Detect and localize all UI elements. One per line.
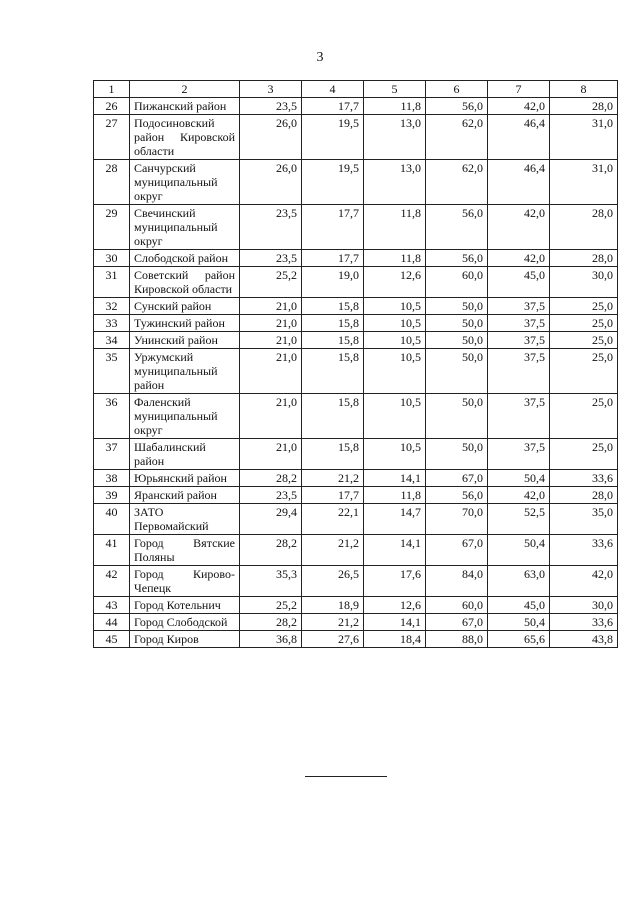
value-cell: 11,8 bbox=[364, 250, 426, 267]
value-cell: 42,0 bbox=[488, 487, 550, 504]
value-cell: 28,0 bbox=[550, 250, 618, 267]
value-cell: 42,0 bbox=[550, 566, 618, 597]
table-row bbox=[94, 98, 618, 115]
value-cell: 37,5 bbox=[488, 394, 550, 439]
value-cell: 15,8 bbox=[302, 298, 364, 315]
value-cell: 52,5 bbox=[488, 504, 550, 535]
value-cell: 13,0 bbox=[364, 115, 426, 160]
value-cell: 62,0 bbox=[426, 160, 488, 205]
table-row bbox=[94, 597, 618, 614]
row-number-cell: 39 bbox=[94, 487, 130, 504]
district-name-cell: Слободской район bbox=[130, 250, 240, 267]
column-header: 1 bbox=[94, 81, 130, 98]
value-cell: 23,5 bbox=[240, 487, 302, 504]
district-name-cell: Город Котельнич bbox=[130, 597, 240, 614]
value-cell: 50,0 bbox=[426, 349, 488, 394]
table-row bbox=[94, 332, 618, 349]
table-row bbox=[94, 566, 618, 597]
value-cell: 42,0 bbox=[488, 98, 550, 115]
value-cell: 26,5 bbox=[302, 566, 364, 597]
value-cell: 60,0 bbox=[426, 597, 488, 614]
value-cell: 17,7 bbox=[302, 250, 364, 267]
value-cell: 33,6 bbox=[550, 470, 618, 487]
value-cell: 11,8 bbox=[364, 205, 426, 250]
value-cell: 15,8 bbox=[302, 394, 364, 439]
value-cell: 17,6 bbox=[364, 566, 426, 597]
district-name-cell: Город Вятские Поляны bbox=[130, 535, 240, 566]
value-cell: 37,5 bbox=[488, 315, 550, 332]
value-cell: 37,5 bbox=[488, 349, 550, 394]
value-cell: 35,3 bbox=[240, 566, 302, 597]
value-cell: 42,0 bbox=[488, 205, 550, 250]
table-row bbox=[94, 267, 618, 298]
value-cell: 36,8 bbox=[240, 631, 302, 648]
value-cell: 37,5 bbox=[488, 439, 550, 470]
row-number-cell: 40 bbox=[94, 504, 130, 535]
row-number-cell: 31 bbox=[94, 267, 130, 298]
value-cell: 23,5 bbox=[240, 205, 302, 250]
value-cell: 43,8 bbox=[550, 631, 618, 648]
district-name-cell: Шабалинский район bbox=[130, 439, 240, 470]
value-cell: 46,4 bbox=[488, 115, 550, 160]
district-name-cell: Уржумский муниципальный район bbox=[130, 349, 240, 394]
value-cell: 12,6 bbox=[364, 267, 426, 298]
value-cell: 50,0 bbox=[426, 298, 488, 315]
table-row bbox=[94, 504, 618, 535]
value-cell: 56,0 bbox=[426, 205, 488, 250]
value-cell: 14,1 bbox=[364, 470, 426, 487]
table-row bbox=[94, 631, 618, 648]
value-cell: 12,6 bbox=[364, 597, 426, 614]
district-name-cell: Фаленский муниципальный округ bbox=[130, 394, 240, 439]
value-cell: 22,1 bbox=[302, 504, 364, 535]
value-cell: 21,0 bbox=[240, 394, 302, 439]
value-cell: 37,5 bbox=[488, 332, 550, 349]
value-cell: 25,0 bbox=[550, 332, 618, 349]
value-cell: 84,0 bbox=[426, 566, 488, 597]
value-cell: 17,7 bbox=[302, 205, 364, 250]
value-cell: 67,0 bbox=[426, 614, 488, 631]
value-cell: 65,6 bbox=[488, 631, 550, 648]
value-cell: 10,5 bbox=[364, 298, 426, 315]
column-header: 4 bbox=[302, 81, 364, 98]
value-cell: 37,5 bbox=[488, 298, 550, 315]
column-header: 3 bbox=[240, 81, 302, 98]
value-cell: 17,7 bbox=[302, 98, 364, 115]
value-cell: 14,7 bbox=[364, 504, 426, 535]
row-number-cell: 45 bbox=[94, 631, 130, 648]
column-header: 7 bbox=[488, 81, 550, 98]
value-cell: 29,4 bbox=[240, 504, 302, 535]
column-header: 2 bbox=[130, 81, 240, 98]
district-name-cell: Унинский район bbox=[130, 332, 240, 349]
value-cell: 50,0 bbox=[426, 315, 488, 332]
value-cell: 19,5 bbox=[302, 160, 364, 205]
district-name-cell: Советский район Кировской области bbox=[130, 267, 240, 298]
value-cell: 50,4 bbox=[488, 470, 550, 487]
district-name-cell: Подосиновский район Кировской области bbox=[130, 115, 240, 160]
row-number-cell: 36 bbox=[94, 394, 130, 439]
value-cell: 70,0 bbox=[426, 504, 488, 535]
value-cell: 28,2 bbox=[240, 470, 302, 487]
district-name-cell: Свечинский муниципальный округ bbox=[130, 205, 240, 250]
table-row bbox=[94, 470, 618, 487]
column-header: 8 bbox=[550, 81, 618, 98]
table-row bbox=[94, 394, 618, 439]
table-row bbox=[94, 349, 618, 394]
row-number-cell: 33 bbox=[94, 315, 130, 332]
district-name-cell: Юрьянский район bbox=[130, 470, 240, 487]
table-row bbox=[94, 205, 618, 250]
district-name-cell: Пижанский район bbox=[130, 98, 240, 115]
row-number-cell: 30 bbox=[94, 250, 130, 267]
column-header: 6 bbox=[426, 81, 488, 98]
value-cell: 56,0 bbox=[426, 487, 488, 504]
value-cell: 10,5 bbox=[364, 439, 426, 470]
column-header: 5 bbox=[364, 81, 426, 98]
value-cell: 28,2 bbox=[240, 614, 302, 631]
row-number-cell: 32 bbox=[94, 298, 130, 315]
value-cell: 21,0 bbox=[240, 349, 302, 394]
value-cell: 25,0 bbox=[550, 315, 618, 332]
district-name-cell: Город Киров bbox=[130, 631, 240, 648]
value-cell: 14,1 bbox=[364, 614, 426, 631]
value-cell: 21,2 bbox=[302, 614, 364, 631]
value-cell: 23,5 bbox=[240, 98, 302, 115]
value-cell: 21,0 bbox=[240, 332, 302, 349]
value-cell: 25,2 bbox=[240, 267, 302, 298]
value-cell: 25,0 bbox=[550, 298, 618, 315]
value-cell: 56,0 bbox=[426, 98, 488, 115]
value-cell: 25,2 bbox=[240, 597, 302, 614]
value-cell: 31,0 bbox=[550, 115, 618, 160]
value-cell: 11,8 bbox=[364, 487, 426, 504]
value-cell: 30,0 bbox=[550, 267, 618, 298]
district-name-cell: Сунский район bbox=[130, 298, 240, 315]
row-number-cell: 27 bbox=[94, 115, 130, 160]
value-cell: 17,7 bbox=[302, 487, 364, 504]
value-cell: 26,0 bbox=[240, 115, 302, 160]
value-cell: 28,0 bbox=[550, 205, 618, 250]
district-name-cell: Санчурский муниципальный округ bbox=[130, 160, 240, 205]
value-cell: 42,0 bbox=[488, 250, 550, 267]
row-number-cell: 43 bbox=[94, 597, 130, 614]
allocation-table bbox=[93, 80, 618, 648]
value-cell: 21,0 bbox=[240, 439, 302, 470]
table-row bbox=[94, 298, 618, 315]
row-number-cell: 44 bbox=[94, 614, 130, 631]
value-cell: 10,5 bbox=[364, 332, 426, 349]
row-number-cell: 34 bbox=[94, 332, 130, 349]
table-row bbox=[94, 250, 618, 267]
value-cell: 67,0 bbox=[426, 535, 488, 566]
value-cell: 31,0 bbox=[550, 160, 618, 205]
value-cell: 60,0 bbox=[426, 267, 488, 298]
value-cell: 13,0 bbox=[364, 160, 426, 205]
value-cell: 28,0 bbox=[550, 98, 618, 115]
value-cell: 21,2 bbox=[302, 535, 364, 566]
value-cell: 15,8 bbox=[302, 439, 364, 470]
value-cell: 56,0 bbox=[426, 250, 488, 267]
row-number-cell: 35 bbox=[94, 349, 130, 394]
value-cell: 21,0 bbox=[240, 315, 302, 332]
district-name-cell: Город Слободской bbox=[130, 614, 240, 631]
value-cell: 21,2 bbox=[302, 470, 364, 487]
value-cell: 25,0 bbox=[550, 439, 618, 470]
value-cell: 28,2 bbox=[240, 535, 302, 566]
row-number-cell: 38 bbox=[94, 470, 130, 487]
table-row bbox=[94, 160, 618, 205]
value-cell: 14,1 bbox=[364, 535, 426, 566]
value-cell: 46,4 bbox=[488, 160, 550, 205]
row-number-cell: 42 bbox=[94, 566, 130, 597]
district-name-cell: Яранский район bbox=[130, 487, 240, 504]
value-cell: 50,0 bbox=[426, 332, 488, 349]
value-cell: 27,6 bbox=[302, 631, 364, 648]
value-cell: 25,0 bbox=[550, 349, 618, 394]
value-cell: 63,0 bbox=[488, 566, 550, 597]
table-row bbox=[94, 315, 618, 332]
value-cell: 11,8 bbox=[364, 98, 426, 115]
table-header-row bbox=[94, 81, 618, 98]
value-cell: 50,4 bbox=[488, 614, 550, 631]
value-cell: 45,0 bbox=[488, 597, 550, 614]
value-cell: 35,0 bbox=[550, 504, 618, 535]
value-cell: 50,0 bbox=[426, 439, 488, 470]
row-number-cell: 28 bbox=[94, 160, 130, 205]
value-cell: 28,0 bbox=[550, 487, 618, 504]
row-number-cell: 29 bbox=[94, 205, 130, 250]
value-cell: 62,0 bbox=[426, 115, 488, 160]
value-cell: 15,8 bbox=[302, 332, 364, 349]
value-cell: 26,0 bbox=[240, 160, 302, 205]
value-cell: 25,0 bbox=[550, 394, 618, 439]
value-cell: 50,4 bbox=[488, 535, 550, 566]
district-name-cell: Город Кирово-Чепецк bbox=[130, 566, 240, 597]
value-cell: 19,5 bbox=[302, 115, 364, 160]
value-cell: 30,0 bbox=[550, 597, 618, 614]
value-cell: 33,6 bbox=[550, 614, 618, 631]
value-cell: 10,5 bbox=[364, 349, 426, 394]
table-row bbox=[94, 487, 618, 504]
value-cell: 19,0 bbox=[302, 267, 364, 298]
value-cell: 50,0 bbox=[426, 394, 488, 439]
value-cell: 15,8 bbox=[302, 315, 364, 332]
district-name-cell: ЗАТО Первомайский bbox=[130, 504, 240, 535]
value-cell: 18,4 bbox=[364, 631, 426, 648]
value-cell: 15,8 bbox=[302, 349, 364, 394]
value-cell: 45,0 bbox=[488, 267, 550, 298]
value-cell: 10,5 bbox=[364, 315, 426, 332]
value-cell: 10,5 bbox=[364, 394, 426, 439]
page-number: 3 bbox=[316, 50, 324, 65]
value-cell: 18,9 bbox=[302, 597, 364, 614]
footer-divider bbox=[305, 776, 387, 777]
value-cell: 67,0 bbox=[426, 470, 488, 487]
row-number-cell: 37 bbox=[94, 439, 130, 470]
row-number-cell: 26 bbox=[94, 98, 130, 115]
table-row bbox=[94, 439, 618, 470]
value-cell: 88,0 bbox=[426, 631, 488, 648]
value-cell: 33,6 bbox=[550, 535, 618, 566]
row-number-cell: 41 bbox=[94, 535, 130, 566]
value-cell: 21,0 bbox=[240, 298, 302, 315]
table-row bbox=[94, 535, 618, 566]
district-name-cell: Тужинский район bbox=[130, 315, 240, 332]
table-row bbox=[94, 614, 618, 631]
value-cell: 23,5 bbox=[240, 250, 302, 267]
table-row bbox=[94, 115, 618, 160]
